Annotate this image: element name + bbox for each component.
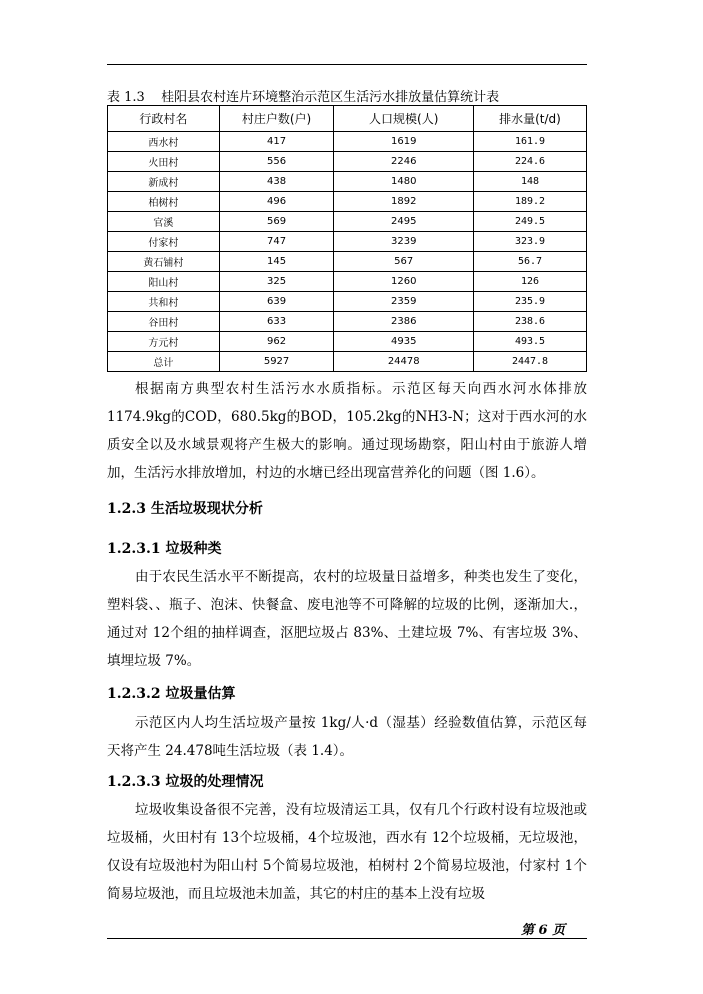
households: 569 — [219, 212, 334, 232]
header-rule — [107, 64, 587, 65]
households: 438 — [219, 172, 334, 192]
discharge: 56.7 — [474, 252, 587, 272]
households: 325 — [219, 272, 334, 292]
households: 417 — [219, 132, 334, 152]
table-row — [108, 252, 587, 272]
population: 2246 — [334, 152, 474, 172]
table-number: 表 1.3 — [107, 90, 145, 105]
village-name: 共和村 — [108, 292, 220, 312]
total-households: 5927 — [219, 352, 334, 372]
discharge: 161.9 — [474, 132, 587, 152]
discharge: 189.2 — [474, 192, 587, 212]
discharge: 249.5 — [474, 212, 587, 232]
population: 2495 — [334, 212, 474, 232]
population: 4935 — [334, 332, 474, 352]
discharge: 224.6 — [474, 152, 587, 172]
village-name: 火田村 — [108, 152, 220, 172]
table-row — [108, 192, 587, 212]
section-heading-1-2-3: 1.2.3 生活垃圾现状分析 — [107, 501, 263, 517]
discharge: 235.9 — [474, 292, 587, 312]
population: 1480 — [334, 172, 474, 192]
discharge: 238.6 — [474, 312, 587, 332]
village-name: 谷田村 — [108, 312, 220, 332]
village-name: 阳山村 — [108, 272, 220, 292]
col-header-village: 行政村名 — [108, 106, 220, 132]
table-row — [108, 132, 587, 152]
section-heading-1-2-3-1: 1.2.3.1 垃圾种类 — [107, 541, 222, 557]
paragraph-water-quality: 根据南方典型农村生活污水水质指标。示范区每天向西水河水体排放1174.9kg的COD，680.5kg的BOD，105.2kg的NH3-N；这对于西水河的水质安全以及水域景观将产生极大的影响。通过现场勘察，阳山村由于旅游人增加，生活污水排放增加，村边的水塘已经出现富营养化的问题（图 1.6）。 — [107, 381, 587, 481]
village-name: 方元村 — [108, 332, 220, 352]
households: 639 — [219, 292, 334, 312]
table-row — [108, 172, 587, 192]
table-row — [108, 212, 587, 232]
discharge: 148 — [474, 172, 587, 192]
population: 3239 — [334, 232, 474, 252]
table-row — [108, 272, 587, 292]
table-title: 桂阳县农村连片环境整治示范区生活污水排放量估算统计表 — [161, 90, 500, 105]
village-name: 付家村 — [108, 232, 220, 252]
table-row — [108, 292, 587, 312]
paragraph-garbage-treatment: 垃圾收集设备很不完善，没有垃圾清运工具，仅有几个行政村设有垃圾池或垃圾桶，火田村有 13个垃圾桶，4个垃圾池，西水有 12个垃圾桶，无垃圾池，仅设有垃圾池村为阳山村 5个简易垃圾池，柏树村 2个简易垃圾池，付家村 1个简易垃圾池，而且垃圾池未加盖，其它的村庄的基本上没有垃圾 — [107, 802, 587, 902]
paragraph-garbage-estimate: 示范区内人均生活垃圾产量按 1kg/人·d（湿基）经验数值估算，示范区每天将产生 24.478吨生活垃圾（表 1.4）。 — [107, 715, 587, 759]
table-row — [108, 332, 587, 352]
households: 962 — [219, 332, 334, 352]
population: 2359 — [334, 292, 474, 312]
discharge: 493.5 — [474, 332, 587, 352]
total-population: 24478 — [334, 352, 474, 372]
discharge: 126 — [474, 272, 587, 292]
section-heading-1-2-3-3: 1.2.3.3 垃圾的处理情况 — [107, 774, 264, 790]
population: 1892 — [334, 192, 474, 212]
households: 747 — [219, 232, 334, 252]
table-header-row — [108, 106, 587, 132]
population: 1619 — [334, 132, 474, 152]
village-name: 官溪 — [108, 212, 220, 232]
village-name: 西水村 — [108, 132, 220, 152]
table-row — [108, 152, 587, 172]
col-header-population: 人口规模(人) — [334, 106, 474, 132]
page-number: 第 6 页 — [521, 923, 566, 938]
households: 633 — [219, 312, 334, 332]
paragraph-garbage-types: 由于农民生活水平不断提高，农村的垃圾量日益增多，种类也发生了变化，塑料袋、、瓶子、泡沫、快餐盒、废电池等不可降解的垃圾的比例，逐渐加大.，通过对 12个组的抽样调查，沤肥垃圾占 83%、土建垃圾 7%、有害垃圾 3%、填埋垃圾 7%。 — [107, 569, 587, 669]
sewage-table — [107, 105, 587, 372]
col-header-households: 村庄户数(户) — [219, 106, 334, 132]
table-total-row — [108, 352, 587, 372]
section-heading-1-2-3-2: 1.2.3.2 垃圾量估算 — [107, 686, 236, 702]
total-label: 总计 — [108, 352, 220, 372]
table-caption — [107, 86, 499, 105]
village-name: 新成村 — [108, 172, 220, 192]
population: 567 — [334, 252, 474, 272]
table-row — [108, 312, 587, 332]
village-name: 柏树村 — [108, 192, 220, 212]
footer-rule — [107, 938, 587, 939]
col-header-discharge: 排水量(t/d) — [474, 106, 587, 132]
village-name: 黄石铺村 — [108, 252, 220, 272]
discharge: 323.9 — [474, 232, 587, 252]
table-row — [108, 232, 587, 252]
households: 145 — [219, 252, 334, 272]
households: 556 — [219, 152, 334, 172]
total-discharge: 2447.8 — [474, 352, 587, 372]
households: 496 — [219, 192, 334, 212]
population: 1260 — [334, 272, 474, 292]
population: 2386 — [334, 312, 474, 332]
